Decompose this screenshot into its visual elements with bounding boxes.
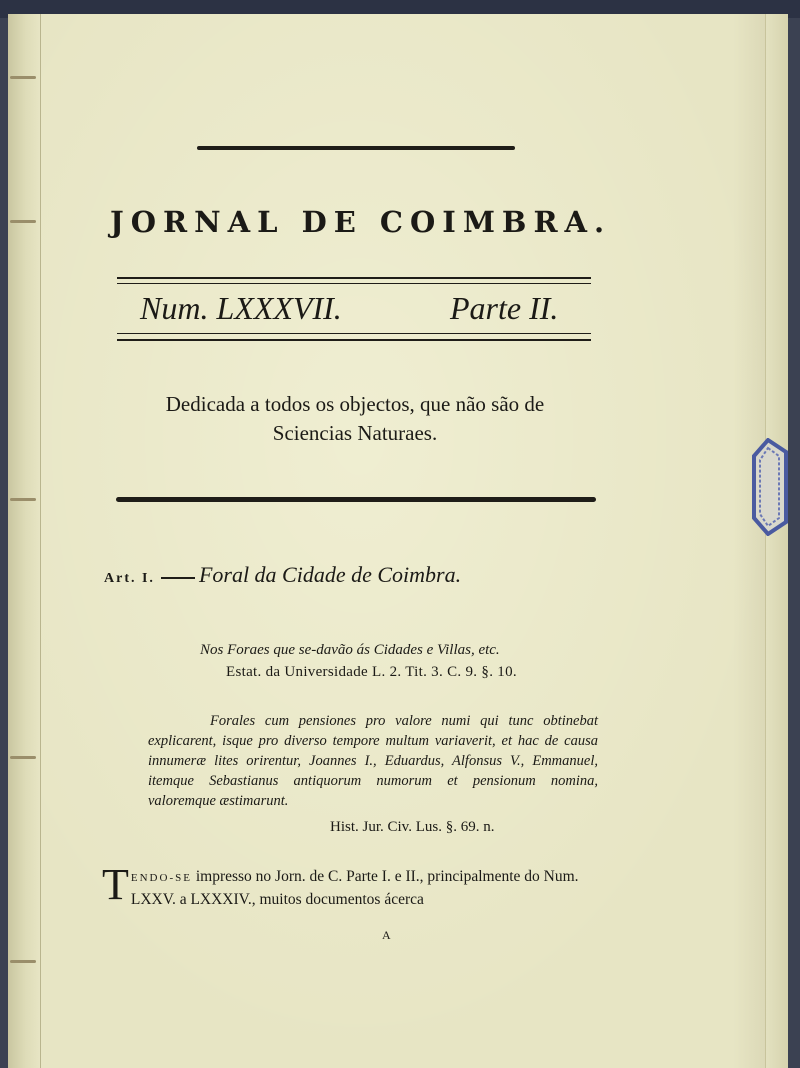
binding-stitch (10, 76, 36, 79)
body-text: impresso no Jorn. de C. Parte I. e II., principalmente do Num. LXXV. a LXXXIV., muitos documentos ácerca (130, 868, 579, 908)
section-rule (116, 497, 596, 502)
dedication: Dedicada a todos os objectos, que não são de Sciencias Naturaes. (165, 392, 545, 445)
epigraph-latin-source: Hist. Jur. Civ. Lus. §. 69. n. (330, 819, 495, 835)
binding-stitch (10, 498, 36, 501)
article-heading (104, 562, 461, 588)
issue-rule-bottom-thin (117, 333, 591, 334)
binding-stitch (10, 960, 36, 963)
epigraph-latin-rest: obtinebat explicarent, isque pro diverso tempore multum variaverit, et hac de causa innumeræ lites orirentur, Joannes I., Eduardus, Alfonsus V., Emmanuel, itemque Sebastianus antiquorum numorum et pensionum nomina, valoremque æstimarunt. (148, 713, 599, 809)
article-label: Art. I. (104, 571, 155, 586)
issue-rule-top-thin (117, 283, 591, 284)
body-small-caps: ENDO-SE (130, 872, 192, 884)
epigraph-latin-first-line: Forales cum pensiones pro valore numi qui tunc (210, 713, 534, 729)
epigraph-latin-quote (148, 711, 598, 811)
page-binding (8, 14, 41, 1068)
binding-stitch (10, 756, 36, 759)
article-dash (161, 577, 195, 579)
issue-number: Num. LXXXVII. (140, 290, 342, 326)
top-rule (197, 146, 515, 150)
body-paragraph (102, 860, 600, 910)
epigraph-quote: Nos Foraes que se-davão ás Cidades e Villas, etc. (200, 642, 500, 658)
issue-part: Parte II. (450, 290, 559, 326)
signature-mark: A (382, 928, 391, 942)
binding-stitch (10, 220, 36, 223)
issue-rule-bottom (117, 339, 591, 341)
article-title: Foral da Cidade de Coimbra. (198, 562, 462, 587)
journal-title: JORNAL DE COIMBRA. (110, 205, 612, 239)
page-fore-edge (765, 14, 788, 1068)
library-tab-icon (748, 438, 788, 536)
drop-cap: T (102, 860, 129, 909)
epigraph-source: Estat. da Universidade L. 2. Tit. 3. C. 9. §. 10. (226, 664, 517, 680)
issue-rule-top (117, 277, 591, 279)
